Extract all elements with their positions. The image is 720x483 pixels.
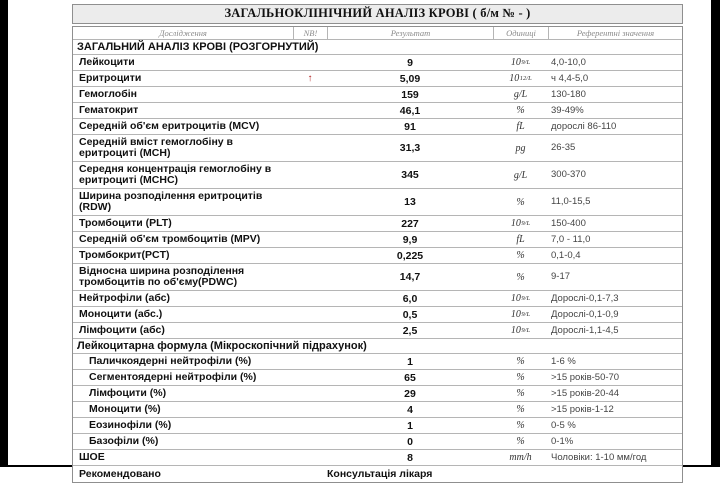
reference-range: 0,1-0,4	[551, 249, 581, 261]
parameter-name: ШОЕ	[79, 451, 105, 463]
results-table-body	[73, 40, 682, 482]
table-row	[73, 264, 682, 291]
screen-edge-left	[0, 0, 8, 467]
nb-cell	[293, 162, 327, 188]
parameter-name: Середній вміст гемоглобіну в еритроциті (MCH)	[79, 136, 234, 159]
nb-cell	[293, 55, 327, 70]
reference-range: Дорослі-1,1-4,5	[551, 324, 619, 336]
section-header-row	[73, 339, 682, 354]
table-row	[73, 119, 682, 135]
result-value: 5,09	[399, 72, 421, 85]
nb-cell	[293, 189, 327, 215]
table-row	[73, 418, 682, 434]
table-row	[73, 103, 682, 119]
parameter-name: Моноцити (абс.)	[79, 308, 163, 320]
nb-cell	[293, 386, 327, 401]
screen-edge-right	[711, 0, 720, 467]
table-row	[73, 71, 682, 87]
reference-range: >15 років-1-12	[551, 403, 614, 415]
nb-cell	[293, 71, 327, 86]
unit-value: %	[516, 196, 525, 208]
result-value: 14,7	[399, 271, 421, 283]
reference-range: >15 років-20-44	[551, 387, 620, 399]
table-row	[73, 291, 682, 307]
nb-cell	[293, 418, 327, 433]
reference-range: 9-17	[551, 271, 571, 282]
nb-cell	[293, 216, 327, 231]
section-label: ЗАГАЛЬНИЙ АНАЛІЗ КРОВІ (РОЗГОРНУТИЙ)	[77, 41, 319, 53]
table-row	[73, 386, 682, 402]
result-value: 46,1	[399, 104, 421, 117]
unit-value: 10 9/L	[510, 57, 531, 68]
parameter-name: Базофіли (%)	[89, 435, 159, 447]
reference-range: 0-5 %	[551, 419, 576, 431]
table-row	[73, 232, 682, 248]
reference-range: Дорослі-0,1-7,3	[551, 292, 619, 304]
table-row	[73, 248, 682, 264]
nb-cell	[293, 103, 327, 118]
result-value: 0,5	[402, 308, 418, 321]
result-value: 9,9	[402, 233, 418, 246]
nb-cell	[293, 307, 327, 322]
result-value: 4	[407, 403, 413, 416]
nb-cell	[293, 232, 327, 247]
result-value: 29	[404, 387, 416, 400]
reference-range: 39-49%	[551, 104, 584, 116]
table-row	[73, 216, 682, 232]
parameter-name: Сегментоядерні нейтрофіли (%)	[89, 371, 257, 383]
column-header-reference: Референтні значення	[548, 27, 682, 39]
table-row	[73, 434, 682, 450]
column-header-result: Результат	[327, 27, 493, 39]
unit-value: %	[516, 404, 525, 415]
table-row	[73, 135, 682, 162]
nb-cell	[293, 370, 327, 385]
column-header-units: Одиниці	[493, 27, 548, 39]
reference-range: 300-370	[551, 169, 586, 180]
unit-value: 10 12/L	[509, 73, 532, 84]
reference-range: 7,0 - 11,0	[551, 233, 591, 245]
nb-cell	[293, 323, 327, 338]
nb-cell	[293, 135, 327, 161]
result-value: 8	[407, 451, 413, 464]
unit-value: %	[516, 271, 525, 283]
reference-range: 0-1%	[551, 435, 574, 447]
parameter-name: Моноцити (%)	[89, 403, 161, 415]
nb-cell	[293, 402, 327, 417]
unit-value: %	[516, 420, 525, 431]
result-value: 91	[404, 120, 416, 133]
result-value: 345	[401, 169, 419, 181]
result-value: 0	[407, 435, 413, 448]
column-header-test: Дослідження	[159, 28, 207, 38]
parameter-name: Лейкоцити	[79, 56, 135, 68]
reference-range: >15 років-50-70	[551, 371, 620, 383]
result-value: 31,3	[399, 142, 421, 154]
unit-value: 10 9/L	[510, 218, 531, 229]
nb-cell	[293, 87, 327, 102]
parameter-name: Паличкоядерні нейтрофіли (%)	[89, 355, 252, 367]
unit-value: %	[516, 105, 525, 116]
table-row	[73, 323, 682, 339]
unit-value: mm/h	[509, 452, 532, 463]
footer-label: Рекомендовано	[79, 468, 161, 480]
parameter-name: Гемоглобін	[79, 88, 137, 100]
table-row	[73, 450, 682, 466]
parameter-name: Лімфоцити (%)	[89, 387, 167, 399]
table-row	[73, 354, 682, 370]
nb-cell	[293, 264, 327, 290]
reference-range: Чоловіки: 1-10 мм/год	[551, 451, 647, 463]
unit-value: pg	[515, 142, 526, 154]
parameter-name: Середня концентрація гемоглобіну в еритроциті (MCHC)	[79, 163, 272, 186]
table-row	[73, 87, 682, 103]
unit-value: %	[516, 356, 525, 367]
unit-value: %	[516, 250, 525, 261]
parameter-name: Гематокрит	[79, 104, 139, 116]
reference-range: дорослі 86-110	[551, 120, 617, 132]
result-value: 9	[407, 56, 413, 69]
result-value: 65	[404, 371, 416, 384]
unit-value: %	[516, 372, 525, 383]
result-value: 6,0	[402, 292, 418, 305]
parameter-name: Еритроцити	[79, 72, 142, 84]
unit-value: fL	[516, 234, 525, 245]
reference-range: 1-6 %	[551, 355, 576, 367]
parameter-name: Еозинофіли (%)	[89, 419, 172, 431]
column-header-nb: NB!	[293, 27, 327, 39]
reference-range: 150-400	[551, 217, 586, 229]
result-value: 13	[404, 196, 416, 208]
nb-cell	[293, 248, 327, 263]
reference-range: ч 4,4-5,0	[551, 72, 589, 84]
results-table	[72, 26, 683, 483]
nb-cell	[293, 119, 327, 134]
reference-range: Дорослі-0,1-0,9	[551, 308, 619, 320]
nb-cell	[293, 291, 327, 306]
parameter-name: Ширина розподілення еритроцитів (RDW)	[79, 190, 263, 213]
table-header-row	[73, 27, 682, 40]
unit-value: %	[516, 436, 525, 447]
reference-range: 26-35	[551, 142, 576, 153]
parameter-name: Тромбоцити (PLT)	[79, 217, 172, 229]
section-label: Лейкоцитарна формула (Мікроскопічний підрахунок)	[77, 340, 367, 352]
table-row	[73, 55, 682, 71]
table-row	[73, 189, 682, 216]
reference-range: 11,0-15,5	[551, 196, 591, 207]
parameter-name: Тромбокрит(PCT)	[79, 249, 170, 261]
footer-row	[73, 466, 682, 482]
result-value: 2,5	[402, 324, 418, 337]
unit-value: fL	[516, 121, 525, 132]
nb-cell	[293, 354, 327, 369]
result-value: 1	[407, 355, 413, 368]
report-title: ЗАГАЛЬНОКЛІНІЧНИЙ АНАЛІЗ КРОВІ ( б/м № - )	[72, 4, 683, 24]
parameter-name: Нейтрофіли (абс)	[79, 292, 171, 304]
nb-cell	[293, 434, 327, 449]
table-row	[73, 162, 682, 189]
footer-value: Консультація лікаря	[327, 468, 433, 480]
table-row	[73, 307, 682, 323]
parameter-name: Середній об'єм еритроцитів (MCV)	[79, 120, 260, 132]
table-row	[73, 370, 682, 386]
unit-value: 10 9/L	[510, 293, 531, 304]
result-value: 159	[401, 88, 419, 101]
result-value: 1	[407, 419, 413, 432]
result-value: 0,225	[396, 249, 424, 262]
unit-value: %	[516, 388, 525, 399]
parameter-name: Лімфоцити (абс)	[79, 324, 165, 336]
unit-value: 10 9/L	[510, 325, 531, 336]
parameter-name: Відносна ширина розподілення тромбоцитів по об'єму(PDWC)	[79, 265, 245, 288]
reference-range: 130-180	[551, 88, 586, 100]
table-row	[73, 402, 682, 418]
high-value-arrow-icon: ↑	[307, 72, 313, 84]
result-value: 227	[401, 217, 419, 230]
unit-value: g/L	[513, 89, 528, 100]
unit-value: 10 9/L	[510, 309, 531, 320]
reference-range: 4,0-10,0	[551, 56, 586, 68]
section-header-row	[73, 40, 682, 55]
lab-report-document	[72, 4, 683, 483]
unit-value: g/L	[513, 169, 528, 181]
parameter-name: Середній об'єм тромбоцитів (MPV)	[79, 233, 261, 245]
nb-cell	[293, 450, 327, 465]
